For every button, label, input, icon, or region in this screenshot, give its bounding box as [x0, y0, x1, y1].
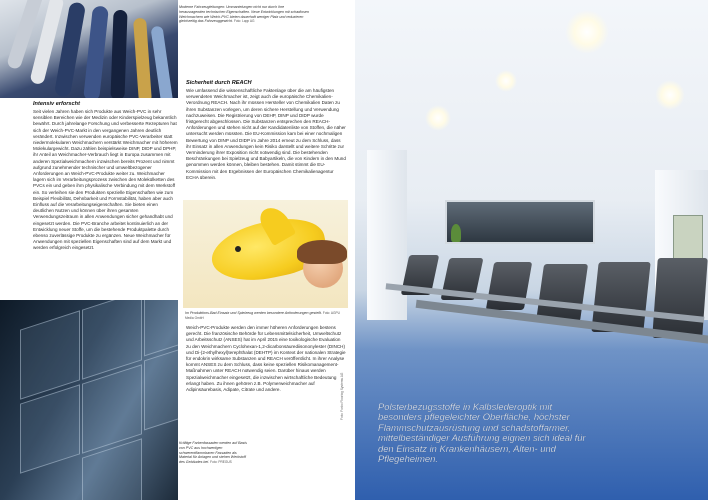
middle-top-text-column	[186, 80, 346, 181]
middle-top-body: Wie umfassend die wissenschaftliche Faktenlage über die am häufigsten verwendeten Weichmacher ist, zeigt auch die europäische Chemikalien-Verordnung REACH. Nach ihr müssen Hersteller von Chemikalien Daten zu ihren Substanzen vorlegen, um deren sichere Herstellung und Verwendung nachzuweisen. Die Registrierung von DEHP, DINP und DIDP wurde fristgerecht abgeschlossen. Die Substanzen entsprechen den REACH-Anforderungen und stehen nicht auf der Kandidatenliste von Stoffen, die näher untersucht werden müssten. Die EU-Kommission kam bei einer nochmaligen Bewertung von DINP und DIDP im Jahre 2014 erneut zu dem Schluss, dass ihr Einsatz in allen Anwendungen kein Risiko darstellt und weitere Schritte zur Verminderung ihrer Exposition nicht notwendig sind. Die bestehenden Beschränkungen bei Spielzeug und Babyartikeln, die von Kindern in den Mund genommen werden können, bleiben bestehen. Damit stimmt die EU-Kommission mit den Ergebnissen der Europäischen Chemikalienagentur ECHA überein.	[186, 88, 346, 180]
toy-photo-caption	[185, 311, 345, 321]
top-photo-caption	[179, 5, 309, 24]
left-body: Seit vielen Jahren haben sich Produkte aus Weich-PVC in sehr sensiblen Bereichen wie der Medizin oder Kinderspielzeug bekanntlich bewährt. Durch jahrelange Forschung und verbesserte Rezepturen hat sich der Weich-PVC-Markt in den vergangenen Jahren deutlich verändert. Inzwischen verwenden europäische PVC-Verarbeiter statt niedermolekularen Weichmachern verstärkt Weichmacher mit höherem Molekulargewicht. Dazu zählen beispielsweise DINP, DIDP und DPHP, ihr Anteil an Weichmacher-Verbrauch liegt in Europa zusammen mit anderen Spezialweichmachern inzwischen bereits Prozent und nimmt aufgrund zunehmender technischer und umweltbezogener Anforderungen an Weich-PVC-Produkte weiter zu. Weichmacher lagern sich im Verarbeitungsprozess zwischen den Molekülketten des PVCs ein und geben ihm physikalische Verbindung mit dem Werkstoff ein. So verleihen sie den Produkten spezielle Eigenschaften wie zum Beispiel Flexibilität, Dehnbarkeit und Formstabilität, haben aber auch Einfluss auf die Verarbeitungseigenschaften. Sie bieten einen deutlichen Nutzen und können über ihren gesamten Verwendungszeitraum in allen Anwendungen sicher gehandhabt und eingesetzt werden. Die PVC-Branche arbeitet kontinuierlich an der Entwicklung neuer Stoffe, um die bestehende Produktpalette durch ebenso zuverlässige Produkte zu ergänzen. Neue Weichmacher für Anwendungen mit speziellen Eigenschaften sind auf dem Markt und werden erfolgreich eingesetzt.	[33, 109, 178, 251]
left-heading: Intensiv erforscht	[33, 101, 80, 107]
facade-caption-text: Kräftige Farbenfassaden werden auf Basis von PVC aus hochwertigen schwerentflammbaren Fassaden als Material für Anlagen und stehen Werkstoff des Gebäudes bei.	[179, 441, 247, 465]
middle-heading: Sicherheit durch REACH	[186, 80, 252, 86]
vertical-photo-credit: Foto: Forbo Flooring Systems AG	[340, 372, 344, 420]
facade-caption-credit: Foto: PREGUS	[210, 460, 232, 465]
left-text-column	[33, 101, 178, 252]
toy-caption-text: Im Produktions-Bad Einsatz und Spielzeug werden besondere Anforderungen gestellt.	[185, 311, 322, 315]
cable-bundle-photo	[0, 0, 178, 98]
top-caption-credit: Foto: Lapp AG	[233, 19, 255, 24]
top-caption-text: Moderne Fahrzeugleitungen: Ummantelungen nicht nur durch ihre herausragenden technischen Eigenschaften. Neue Entwicklungen mit schadlosen Weichmachern wie Weich-PVC bieten dauerhaft weniger Platz und reduzieren gleichzeitig das Fahrzeuggewicht.	[179, 5, 309, 24]
middle-bottom-text-column	[186, 325, 346, 393]
facade-photo-caption	[179, 441, 249, 465]
inflatable-toy-photo	[183, 200, 348, 308]
toy-caption-credit: Foto: AGPU Media GmbH	[185, 311, 340, 320]
middle-bottom-body: Weich-PVC-Produkte werden den immer höheren Anforderungen bestens gerecht. Die französische Behörde für Lebensmittelsicherheit, Umweltschutz und Arbeitsschutz (ANSES) hat im April 2015 eine toxikologische Evaluation zu den Weichmachern Cyclohexan-1,2-dicarbonsäurediisononylester (DINCH) und Di-(2-ethylhexyl)terephthalat (DEHTP) im Kontext der nationalen Strategie für endokrin wirksame Substanzen und REACH veröffentlicht. In ihrer Analyse kommt ANSES zu dem Schluss, dass keine speziellen Risikomanagement-Maßnahmen unter REACH notwendig seien. Darüber hinaus werden Spezialweichmacher eingesetzt, die inzwischen wirtschaftliche Bedeutung erlangt haben. Zu ihnen gehören z.B. Polymerweichmacher auf Adipinsäurebasis, Adipate, Citrate und andere.	[186, 325, 346, 393]
glass-facade-photo	[0, 300, 178, 500]
hall-photo-caption: Polsterbezugsstoffe in Kalbslederoptik mit besonders pflegeleichter Oberfläche, höchster Flammschutzausrüstung und schadstoffarmer, mittelbeständiger Ausführung eignen sich ideal für den Einsatz in Krankenhäusern, Alten- und Pflegeheimen.	[378, 401, 586, 465]
